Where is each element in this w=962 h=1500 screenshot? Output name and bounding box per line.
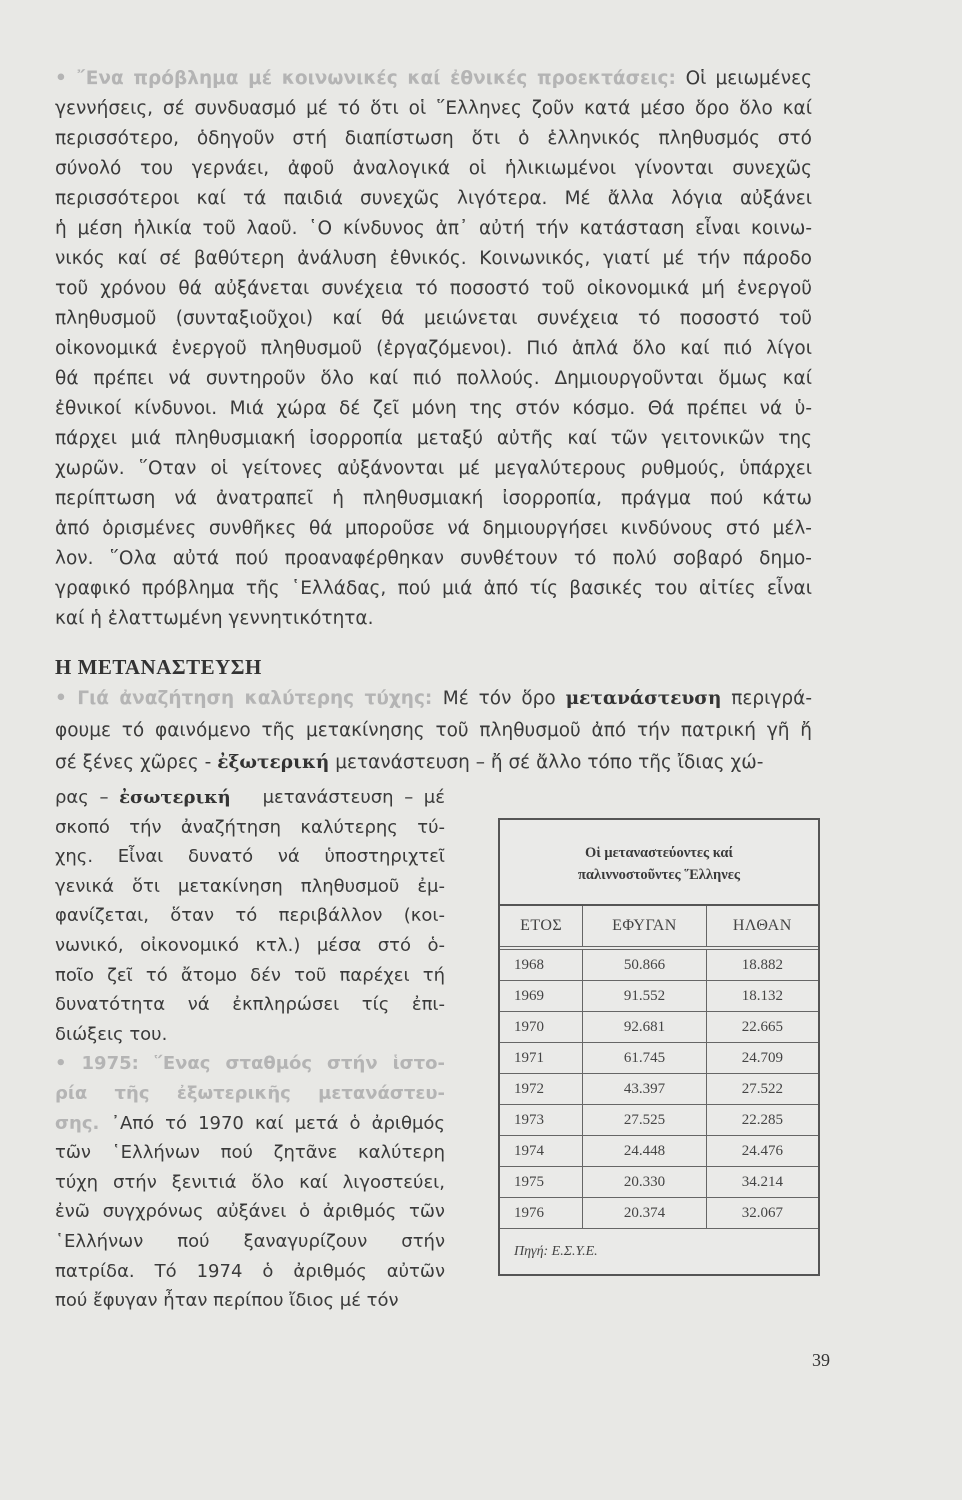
paragraph-demographic-problem (55, 64, 812, 634)
page-number: 39 (812, 1350, 830, 1370)
cell-came: 18.882 (706, 948, 818, 981)
cell-came: 27.522 (706, 1074, 818, 1105)
text-segment: χωρῶν. ῞Οταν οἱ γείτονες αὐξάνονται μέ μεγαλύτερους ρυθμούς, ὑπάρχει (55, 458, 812, 479)
cell-left: 27.525 (583, 1105, 706, 1136)
cell-left: 24.448 (583, 1136, 706, 1167)
text-segment: οἰκονομικά ἐνεργοῦ πληθυσμοῦ (ἐργαζόμενοι). Πιό ἁπλά ὅλο καί πιό λίγοι (55, 338, 812, 359)
text-line (55, 1020, 445, 1050)
text-line (55, 1197, 445, 1227)
text-line (55, 1109, 445, 1139)
bold-term: μετανάστευση (565, 688, 722, 709)
text-line (55, 1049, 445, 1079)
table-row (500, 1043, 818, 1074)
text-segment: σέ ξένες χῶρες - (55, 752, 218, 773)
text-line (55, 484, 812, 514)
text-segment: πληθυσμοῦ (συνταξιοῦχοι) καί θά μειώνεται συνέχεια τό ποσοστό τοῦ (55, 308, 812, 329)
text-line (55, 454, 812, 484)
text-segment: περισσότεροι καί τά παιδιά συνεχῶς λιγότερα. Μέ ἄλλα λόγια αὐξάνει (55, 188, 812, 209)
cell-year: 1971 (500, 1043, 583, 1074)
table-title-line: Οἱ μεταναστεύοντες καί (584, 845, 734, 861)
text-line (55, 931, 445, 961)
text-line (55, 304, 812, 334)
migration-table-box (498, 818, 820, 1276)
text-segment: πάρχει μιά πληθυσμιακή ἰσορροπία μεταξύ αὐτῆς καί τῶν γειτονικῶν της (55, 428, 812, 449)
text-line (55, 574, 812, 604)
text-segment: ἐθνικοί κίνδυνοι. Μιά χώρα δέ ζεῖ μόνη της στόν κόσμο. Θά πρέπει νά ὑ- (55, 398, 812, 419)
cell-came: 24.476 (706, 1136, 818, 1167)
cell-left: 20.374 (583, 1198, 706, 1229)
text-segment: ρας – (55, 787, 120, 808)
cell-year: 1972 (500, 1074, 583, 1105)
text-segment: πατρίδα. Τό 1974 ὁ ἀριθμός αὐτῶν (55, 1260, 445, 1282)
text-segment: νικός καί σέ βαθύτερη ἀνάλυση ἐθνικός. Κοινωνικός, γιατί μέ τήν πάροδο (55, 248, 812, 269)
text-line (55, 1257, 445, 1287)
text-line (55, 990, 445, 1020)
text-line (55, 1168, 445, 1198)
cell-left: 50.866 (583, 948, 706, 981)
table-row (500, 1074, 818, 1105)
text-segment: γενικά ὅτι μετακίνηση πληθυσμοῦ ἐμ- (55, 875, 445, 897)
text-segment: τύχη στήν ξενιτιά ὅλο καί λιγοστεύει, (55, 1171, 445, 1193)
text-segment: ἀπό ὁρισμένες συνθῆκες θά μποροῦσε νά δημιουργήσει κινδύνους στό μέλ- (55, 518, 812, 539)
cell-came: 34.214 (706, 1167, 818, 1198)
cell-came: 22.665 (706, 1012, 818, 1043)
table-header-row (500, 906, 818, 948)
cell-came: 24.709 (706, 1043, 818, 1074)
text-segment: ᾿Από τό 1970 καί μετά ὁ ἀριθμός (110, 1112, 445, 1134)
text-line (55, 364, 812, 394)
text-line (55, 901, 445, 931)
text-line (55, 334, 812, 364)
text-segment: τοῦ χρόνου θά αὐξάνεται συνέχεια τό ποσοστό τοῦ οἰκονομικά μή ἐνεργοῦ (55, 278, 812, 299)
text-line (55, 783, 445, 813)
cell-year: 1969 (500, 981, 583, 1012)
table-row (500, 948, 818, 981)
text-segment: διώξεις του. (55, 1023, 168, 1045)
cell-left: 43.397 (583, 1074, 706, 1105)
text-segment: χης. Εἶναι δυνατό νά ὑποστηριχτεῖ (55, 846, 445, 868)
cell-left: 20.330 (583, 1167, 706, 1198)
table-row (500, 1167, 818, 1198)
text-segment: σύνολό του γερνάει, ἀφοῦ ἀναλογικά οἱ ἡλικιωμένοι γίνονται συνεχῶς (55, 158, 812, 179)
paragraph-migration-definition (55, 683, 812, 779)
column-header-left: ΕΦΥΓΑΝ (583, 906, 706, 948)
table-title-line: παλιννοστοῦντες ῞Ελληνες (577, 867, 741, 883)
text-line (55, 424, 812, 454)
text-segment: περισσότερο, ὁδηγοῦν στή διαπίστωση ὅτι ὁ ἑλληνικός πληθυσμός στό (55, 128, 812, 149)
table-row (500, 981, 818, 1012)
cell-year: 1974 (500, 1136, 583, 1167)
table-source: Πηγή: Ε.Σ.Υ.Ε. (514, 1244, 598, 1259)
text-segment: φανίζεται, ὅταν τό περιβάλλον (κοι- (55, 905, 445, 927)
text-segment: μετανάστευση – ἤ σέ ἄλλο τόπο τῆς ἴδιας χώ- (329, 752, 764, 773)
text-segment: ποῖο ζεῖ τό ἄτομο δέν τοῦ παρέχει τή (55, 964, 445, 986)
text-segment: ῾Ελλήνων πού ξαναγυρίζουν στήν (55, 1230, 445, 1252)
margin-heading: • ῎Ενα πρόβλημα μέ κοινωνικές καί ἐθνικές προεκτάσεις: (55, 68, 686, 89)
bold-term: ἐξωτερική (217, 752, 330, 773)
text-line (55, 154, 812, 184)
text-segment: νωνικό, οἰκονομικό κτλ.) μέσα στό ὁ- (55, 934, 445, 956)
text-segment: μετανάστευση – μέ (230, 787, 445, 808)
text-segment: σκοπό τήν ἀναζήτηση καλύτερης τύ- (55, 816, 445, 838)
cell-year: 1975 (500, 1167, 583, 1198)
text-segment: περιγρά- (721, 688, 812, 709)
text-segment: ἡ μέση ἡλικία τοῦ λαοῦ. ῾Ο κίνδυνος ἀπ᾿ αὐτή τήν κατάσταση εἶναι κοινω- (55, 218, 812, 239)
text-line (55, 184, 812, 214)
table-title (500, 820, 818, 906)
cell-year: 1976 (500, 1198, 583, 1229)
text-line (55, 1227, 445, 1257)
column-header-came: ΗΛΘΑΝ (706, 906, 818, 948)
cell-year: 1973 (500, 1105, 583, 1136)
text-line (55, 1138, 445, 1168)
cell-left: 91.552 (583, 981, 706, 1012)
cell-came: 22.285 (706, 1105, 818, 1136)
text-line (55, 683, 812, 715)
column-header-year: ΕΤΟΣ (500, 906, 583, 948)
text-segment: δυνατότητα νά ἐκπληρώσει τίς ἐπι- (55, 994, 445, 1016)
cell-came: 32.067 (706, 1198, 818, 1229)
text-segment: ἐνῶ συγχρόνως αὐξάνει ὁ ἀριθμός τῶν (55, 1201, 445, 1223)
text-segment: γραφικό πρόβλημα τῆς ῾Ελλάδας, πού μιά ἀπό τίς βασικές του αἰτίες εἶναι (55, 578, 812, 599)
text-line (55, 604, 812, 634)
section-heading: Η ΜΕΤΑΝΑΣΤΕΥΣΗ (55, 655, 262, 679)
text-line (55, 94, 812, 124)
table-row (500, 1105, 818, 1136)
text-line (55, 813, 445, 843)
cell-year: 1968 (500, 948, 583, 981)
text-segment: περίπτωση νά ἀνατραπεῖ ἡ πληθυσμιακή ἰσορροπία, πράγμα πού κάτω (55, 488, 812, 509)
text-line (55, 961, 445, 991)
table-row (500, 1136, 818, 1167)
cell-left: 61.745 (583, 1043, 706, 1074)
text-segment: τῶν ῾Ελλήνων πού ζητᾶνε καλύτερη (55, 1142, 445, 1164)
migration-table (500, 906, 818, 1229)
margin-heading: σης. (55, 1112, 111, 1134)
text-segment: φουμε τό φαινόμενο τῆς μετακίνησης τοῦ πληθυσμοῦ ἀπό τήν πατρική γῆ ἤ (55, 720, 812, 741)
text-segment: καί ἡ ἐλαττωμένη γεννητικότητα. (55, 608, 374, 629)
margin-heading: • Γιά ἀναζήτηση καλύτερης τύχης: (55, 688, 443, 709)
text-line (55, 64, 812, 94)
margin-heading: ρία τῆς ἐξωτερικῆς μετανάστευ- (55, 1082, 445, 1104)
table-row (500, 1012, 818, 1043)
text-line (55, 394, 812, 424)
text-segment: πού ἔφυγαν ἦταν περίπου ἴδιος μέ τόν (55, 1290, 399, 1312)
text-line (55, 244, 812, 274)
margin-heading: • 1975: ῞Ενας σταθμός στήν ἱστο- (55, 1053, 445, 1075)
table-row (500, 1198, 818, 1229)
text-segment: Οἱ μειωμένες (685, 68, 812, 89)
text-segment: Μέ τόν ὅρο (442, 688, 566, 709)
cell-year: 1970 (500, 1012, 583, 1043)
text-line (55, 274, 812, 304)
text-line (55, 544, 812, 574)
text-segment: γεννήσεις, σέ συνδυασμό μέ τό ὅτι οἱ ῞Ελληνες ζοῦν κατά μέσο ὅρο ὅλο καί (55, 98, 812, 119)
bold-term: ἐσωτερική (119, 787, 231, 808)
text-segment: θά πρέπει νά συντηροῦν ὅλο καί πιό πολλούς. Δημιουργοῦνται ὅμως καί (55, 368, 812, 389)
cell-left: 92.681 (583, 1012, 706, 1043)
paragraph-migration-column (55, 783, 445, 1316)
text-line (55, 514, 812, 544)
cell-came: 18.132 (706, 981, 818, 1012)
text-line (55, 842, 445, 872)
text-line (55, 715, 812, 747)
text-line (55, 872, 445, 902)
text-line (55, 1286, 445, 1316)
text-line (55, 747, 812, 779)
text-segment: λον. ῞Ολα αὐτά πού προαναφέρθηκαν συνθέτουν τό πολύ σοβαρό δημο- (55, 548, 812, 569)
text-line (55, 214, 812, 244)
text-line (55, 1079, 445, 1109)
text-line (55, 124, 812, 154)
